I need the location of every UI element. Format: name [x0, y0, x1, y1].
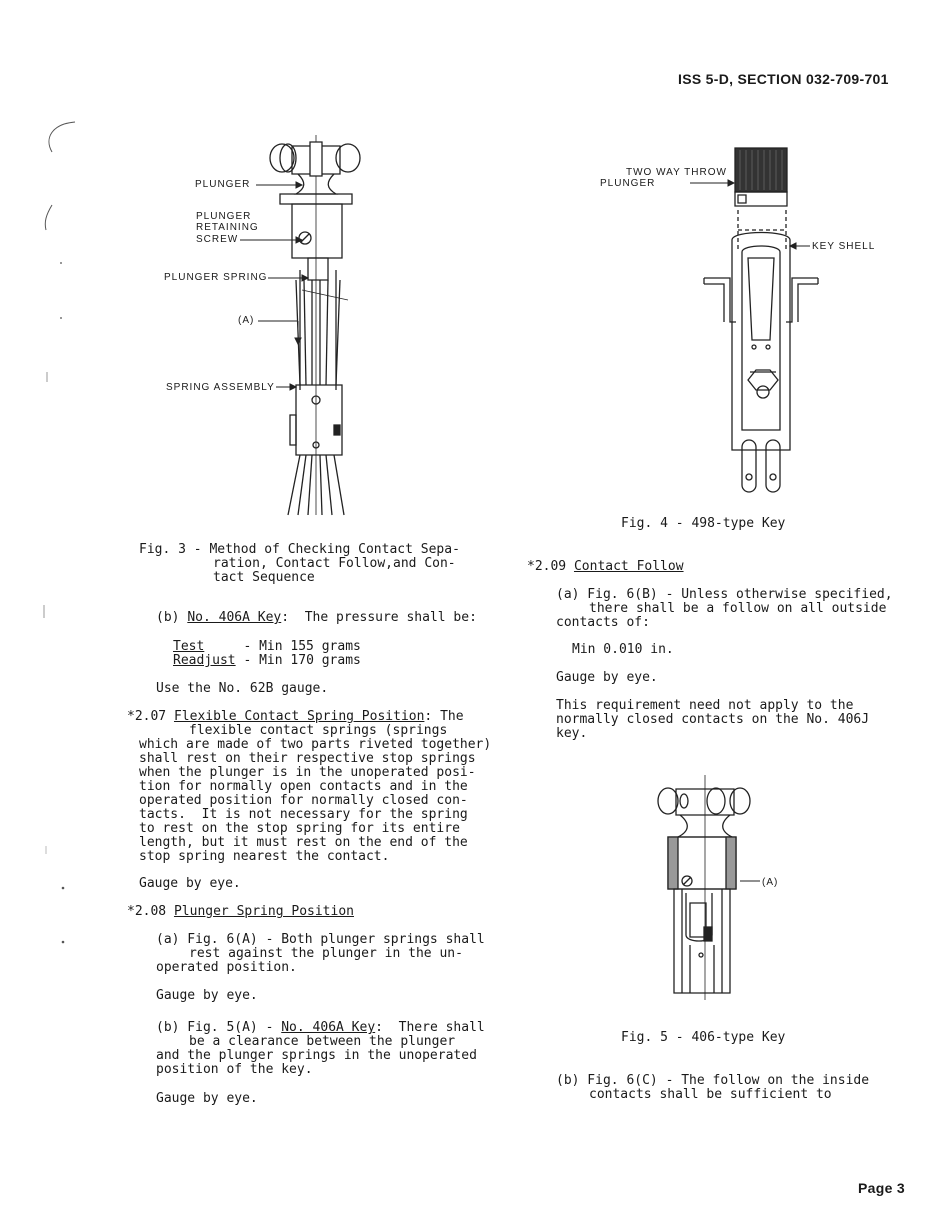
section-207-line3: which are made of two parts riveted together)	[139, 737, 492, 752]
fig3-label-plunger: PLUNGER	[195, 179, 251, 190]
requirement-line1: This requirement need not apply to the	[556, 698, 854, 713]
section-208b-line3: and the plunger springs in the unoperated	[156, 1048, 477, 1063]
fig3-drawing	[150, 130, 390, 520]
section-208a-line2: rest against the plunger in the un-	[189, 946, 463, 961]
use-gauge-62b: Use the No. 62B gauge.	[156, 681, 329, 696]
fig3-label-spring-assembly: SPRING ASSEMBLY	[166, 382, 275, 393]
fig5-drawing	[650, 775, 790, 1005]
section-209a-line2: there shall be a follow on all outside	[589, 601, 887, 616]
fig3-label-plunger-retaining: PLUNGER	[196, 211, 252, 222]
fig3-caption-line1: Fig. 3 - Method of Checking Contact Sepa-	[139, 542, 460, 557]
section-209a-line3: contacts of:	[556, 615, 650, 630]
section-207-line5: when the plunger is in the unoperated posi-	[139, 765, 476, 780]
section-207-line2: flexible contact springs (springs	[189, 723, 448, 738]
min-follow-value: Min 0.010 in.	[572, 642, 674, 657]
section-207-line9: to rest on the stop spring for its entire	[139, 821, 460, 836]
section-208b-line1: (b) Fig. 5(A) - No. 406A Key: There shall	[156, 1020, 485, 1035]
fig3-label-plunger-spring: PLUNGER SPRING	[164, 272, 268, 283]
requirement-line3: key.	[556, 726, 588, 741]
section-208b-line4: position of the key.	[156, 1062, 313, 1077]
fig3-caption-line2: ration, Contact Follow,and Con-	[213, 556, 456, 571]
section-208a-line1: (a) Fig. 6(A) - Both plunger springs shall	[156, 932, 485, 947]
gauge-by-eye-1: Gauge by eye.	[139, 876, 241, 891]
section-207-line7: operated position for normally closed con-	[139, 793, 468, 808]
section-207-line8: tacts. It is not necessary for the spring	[139, 807, 468, 822]
gauge-by-eye-2: Gauge by eye.	[156, 988, 258, 1003]
section-207-line11: stop spring nearest the contact.	[139, 849, 390, 864]
pressure-test-row: Test - Min 155 grams	[173, 639, 361, 654]
section-header: ISS 5-D, SECTION 032-709-701	[678, 71, 889, 87]
section-207-line6: tion for normally open contacts and in the	[139, 779, 468, 794]
fig4-drawing	[690, 140, 840, 500]
fig3-label-retaining: RETAINING	[196, 222, 259, 233]
section-207-line4: shall rest on their respective stop springs	[139, 751, 476, 766]
fig5-caption: Fig. 5 - 406-type Key	[621, 1030, 786, 1045]
para-406a-pressure: (b) No. 406A Key: The pressure shall be:	[156, 610, 477, 625]
fig4-label-key-shell: KEY SHELL	[812, 241, 876, 252]
fig3-caption-line3: tact Sequence	[213, 570, 315, 585]
fig3-label-screw: SCREW	[196, 234, 239, 245]
section-207-heading: *2.07 Flexible Contact Spring Position: The	[127, 709, 464, 724]
pressure-readjust-row: Readjust - Min 170 grams	[173, 653, 361, 668]
section-209-heading: *2.09 Contact Follow	[527, 559, 684, 574]
section-209b-line1: (b) Fig. 6(C) - The follow on the inside	[556, 1073, 870, 1088]
section-207-line10: length, but it must rest on the end of the	[139, 835, 468, 850]
fig5-label-a: (A)	[762, 877, 779, 888]
binder-marks	[30, 110, 90, 960]
section-208-heading: *2.08 Plunger Spring Position	[127, 904, 354, 919]
section-209a-line1: (a) Fig. 6(B) - Unless otherwise specified,	[556, 587, 893, 602]
section-208a-line3: operated position.	[156, 960, 297, 975]
page-number: Page 3	[858, 1180, 905, 1196]
fig4-caption: Fig. 4 - 498-type Key	[621, 516, 786, 531]
gauge-by-eye-3: Gauge by eye.	[156, 1091, 258, 1106]
fig4-label-two-way-throw: TWO WAY THROW	[626, 167, 727, 178]
requirement-line2: normally closed contacts on the No. 406J	[556, 712, 870, 727]
section-208b-line2: be a clearance between the plunger	[189, 1034, 456, 1049]
fig3-label-a: (A)	[238, 315, 255, 326]
fig4-label-plunger: PLUNGER	[600, 178, 656, 189]
gauge-by-eye-right: Gauge by eye.	[556, 670, 658, 685]
section-209b-line2: contacts shall be sufficient to	[589, 1087, 832, 1102]
